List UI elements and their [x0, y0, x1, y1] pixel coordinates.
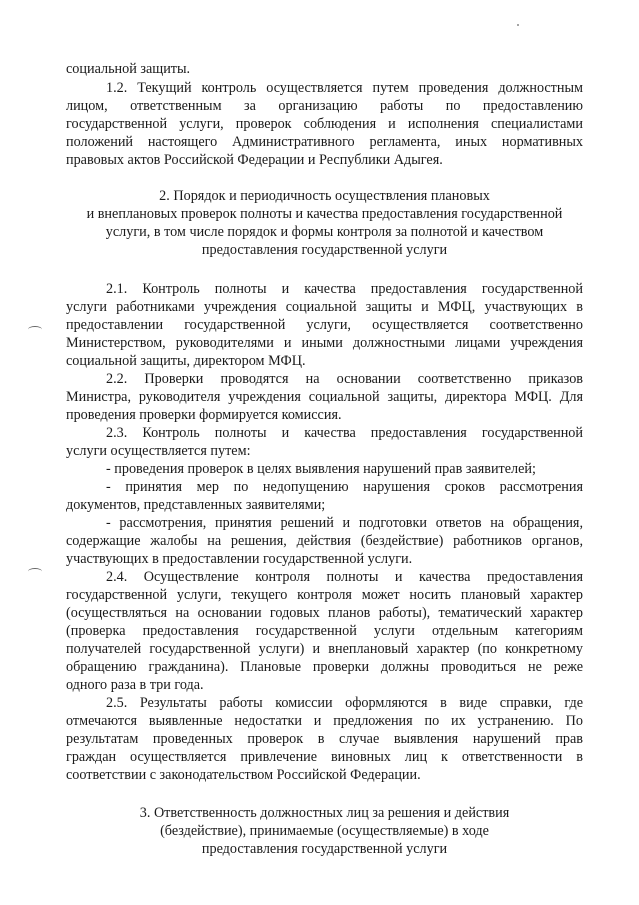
- paragraph-2-1-line: 2.1. Контроль полноты и качества предоставления государственной: [106, 281, 583, 297]
- paragraph-2-3-line: услуги осуществляется путем:: [66, 443, 251, 459]
- section-2-heading-line: предоставления государственной услуги: [201, 242, 448, 258]
- paragraph-2-1-line: предоставлении государственной услуги, осуществляется соответственно: [66, 317, 583, 333]
- paragraph-2-2-line: 2.2. Проверки проводятся на основании соответственно приказов: [106, 371, 583, 387]
- paragraph-1-2-line: 1.2. Текущий контроль осуществляется путем проведения должностным: [106, 80, 583, 96]
- paragraph-2-4-line: получателей государственной услуги) и внеплановый характер (по конкретному: [66, 641, 583, 657]
- paragraph-1-2-line: положений настоящего Административного регламента, иных нормативных: [66, 134, 583, 150]
- section-2-heading-line: 2. Порядок и периодичность осуществления плановых: [159, 188, 490, 204]
- paragraph-2-4-line: обращению гражданина). Плановые проверки должны проводиться не реже: [66, 659, 583, 675]
- paragraph-2-4-line: одного раза в три года.: [66, 677, 204, 693]
- section-3-heading-line: предоставления государственной услуги: [201, 841, 448, 857]
- section-3-heading-line: (бездействие), принимаемые (осуществляемые) в ходе: [160, 823, 489, 839]
- paragraph-2-5-line: граждан осуществляется привлечение виновных лиц к ответственности в: [66, 749, 583, 765]
- paragraph-2-4-line: 2.4. Осуществление контроля полноты и качества предоставления: [106, 569, 583, 585]
- section-3-heading-line: 3. Ответственность должностных лиц за решения и действия: [139, 805, 510, 821]
- paragraph-2-1-line: социальной защиты, директором МФЦ.: [66, 353, 306, 369]
- paragraph-2-1-line: услуги работниками учреждения социальной защиты и МФЦ, участвующих в: [66, 299, 583, 315]
- list-item-1: - проведения проверок в целях выявления нарушений прав заявителей;: [106, 461, 536, 477]
- scan-margin-mark: [28, 326, 42, 333]
- paragraph-2-5-line: результатам проведенных проверок в случае выявления нарушений прав: [66, 731, 583, 747]
- paragraph-1-2-line: правовых актов Российской Федерации и Республики Адыгея.: [66, 152, 443, 168]
- list-item-3-line: - рассмотрения, принятия решений и подготовки ответов на обращения,: [106, 515, 583, 531]
- paragraph-1-2-line: лицом, ответственным за организацию работы по предоставлению: [66, 98, 583, 114]
- list-item-3-line: содержащие жалобы на решения, действия (бездействие) работников органов,: [66, 533, 583, 549]
- intro-tail-line: социальной защиты.: [66, 61, 191, 77]
- list-item-3-line: участвующих в предоставлении государственной услуги.: [66, 551, 413, 567]
- paragraph-2-2-line: Министра, руководителя учреждения социальной защиты, директора МФЦ. Для: [66, 389, 583, 405]
- paragraph-2-4-line: (осуществляться на основании годовых планов работы), тематический характер: [66, 605, 583, 621]
- paragraph-2-5-line: 2.5. Результаты работы комиссии оформляются в виде справки, где: [106, 695, 583, 711]
- list-item-2-line: документов, представленных заявителями;: [66, 497, 326, 513]
- paragraph-1-2-line: государственной услуги, проверок соблюдения и исполнения специалистами: [66, 116, 583, 132]
- section-2-heading-line: и внеплановых проверок полноты и качества предоставления государственной: [86, 206, 563, 222]
- paragraph-2-1-line: Министерством, руководителями и иными должностными лицами учреждения: [66, 335, 583, 351]
- list-item-2-line: - принятия мер по недопущению нарушения сроков рассмотрения: [106, 479, 583, 495]
- scan-speck: [517, 24, 519, 26]
- scan-margin-mark: [28, 568, 42, 575]
- section-2-heading-line: услуги, в том числе порядок и формы контроля за полнотой и качеством: [105, 224, 544, 240]
- paragraph-2-3-line: 2.3. Контроль полноты и качества предоставления государственной: [106, 425, 583, 441]
- paragraph-2-4-line: (проверка предоставления государственной услуги отдельным категориям: [66, 623, 583, 639]
- paragraph-2-5-line: отмечаются выявленные недостатки и предложения по их устранению. По: [66, 713, 583, 729]
- paragraph-2-5-line: соответствии с законодательством Российской Федерации.: [66, 767, 421, 783]
- paragraph-2-4-line: государственной услуги, текущего контроля может носить плановый характер: [66, 587, 583, 603]
- paragraph-2-2-line: проведения проверки формируется комиссия.: [66, 407, 342, 423]
